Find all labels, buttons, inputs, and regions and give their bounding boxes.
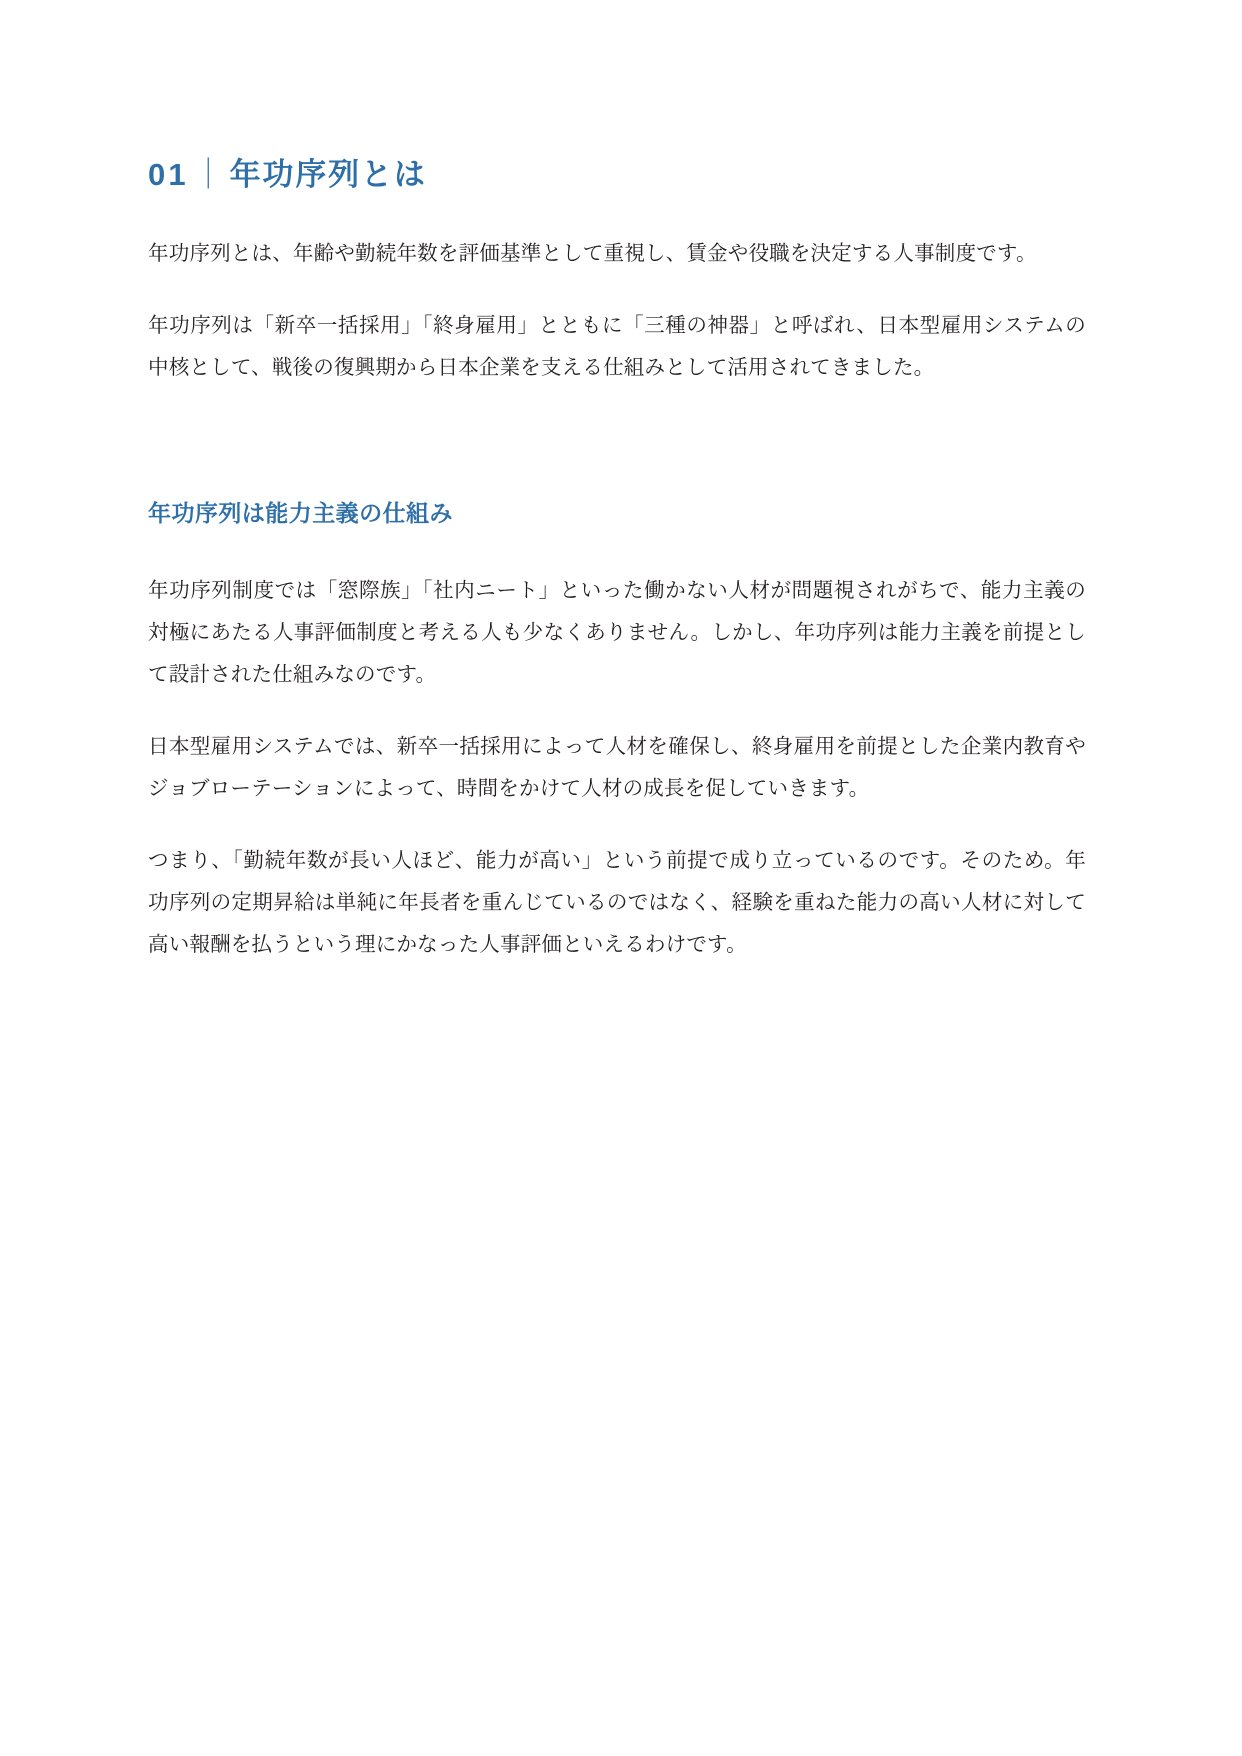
document-content [148, 155, 1086, 966]
section-spacer [148, 419, 1086, 497]
intro-paragraph-1: 年功序列とは、年齢や勤続年数を評価基準として重視し、賃金や役職を決定する人事制度です。 [148, 242, 1037, 266]
subsection-heading: 年功序列は能力主義の仕組み [148, 500, 453, 527]
title-divider: ｜ [192, 157, 226, 192]
intro-paragraph-2: 年功序列は「新卒一括採用」「終身雇用」とともに「三種の神器」と呼ばれ、日本型雇用システムの中核として、戦後の復興期から日本企業を支える仕組みとして活用されてきました。 [148, 314, 1086, 380]
section-heading-text: 年功序列とは [229, 157, 427, 192]
page-title [148, 155, 1086, 195]
section-number: 01 [148, 157, 189, 192]
subsection-paragraph-3: つまり、「勤続年数が長い人ほど、能力が高い」という前提で成り立っているのです。そのため。年功序列の定期昇給は単純に年長者を重んじているのではなく、経験を重ねた能力の高い人材に対して高い報酬を払うという理にかなった人事評価といえるわけです。 [148, 848, 1086, 956]
subsection-paragraph-2: 日本型雇用システムでは、新卒一括採用によって人材を確保し、終身雇用を前提とした企業内教育やジョブローテーションによって、時間をかけて人材の成長を促していきます。 [148, 734, 1086, 800]
subsection-paragraph-1: 年功序列制度では「窓際族」「社内ニート」といった働かない人材が問題視されがちで、能力主義の対極にあたる人事評価制度と考える人も少なくありません。しかし、年功序列は能力主義を前提として設計された仕組みなのです。 [148, 578, 1086, 686]
